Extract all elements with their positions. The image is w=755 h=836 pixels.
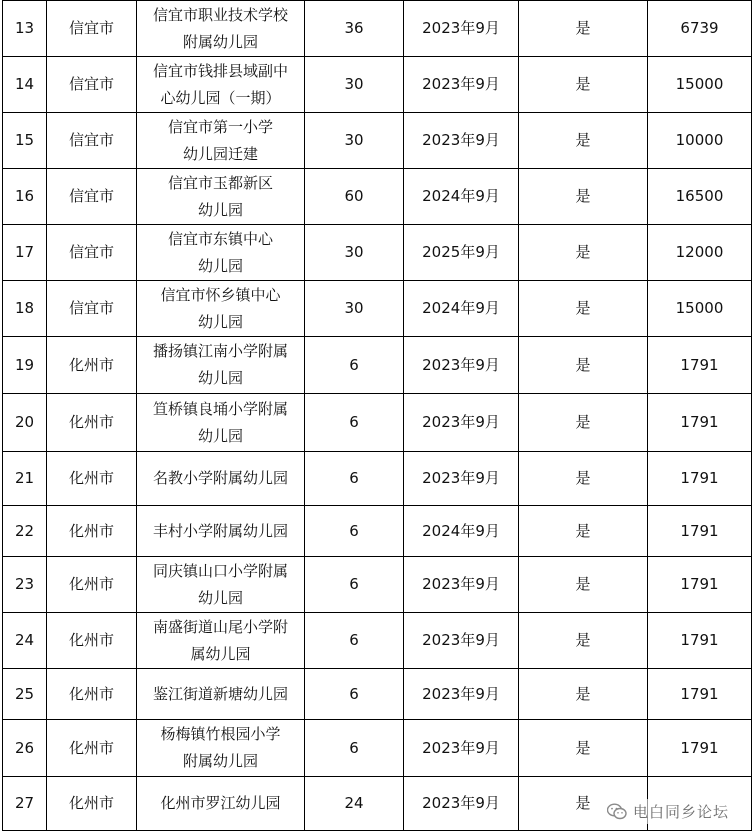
completion-date: 2023年9月	[404, 613, 519, 669]
class-count: 6	[305, 669, 404, 720]
kindergarten-name: 信宜市东镇中心 幼儿园	[137, 225, 305, 281]
status-cell: 是	[519, 452, 648, 506]
row-number: 14	[3, 57, 47, 113]
kindergarten-name: 名教小学附属幼儿园	[137, 452, 305, 506]
status-cell: 是	[519, 1, 648, 57]
row-number: 19	[3, 337, 47, 394]
completion-date: 2023年9月	[404, 557, 519, 613]
kindergarten-name: 播扬镇江南小学附属 幼儿园	[137, 337, 305, 394]
status-cell: 是	[519, 777, 648, 831]
completion-date: 2024年9月	[404, 506, 519, 557]
watermark-text: 电白同乡论坛	[632, 803, 729, 821]
table-row	[3, 1, 752, 57]
completion-date: 2023年9月	[404, 720, 519, 777]
completion-date: 2024年9月	[404, 169, 519, 225]
kindergarten-name: 鉴江街道新塘幼儿园	[137, 669, 305, 720]
completion-date: 2024年9月	[404, 281, 519, 337]
class-count: 6	[305, 452, 404, 506]
table-row	[3, 57, 752, 113]
amount-cell: 1791	[648, 720, 752, 777]
completion-date: 2023年9月	[404, 394, 519, 452]
kindergarten-name: 信宜市玉都新区 幼儿园	[137, 169, 305, 225]
completion-date: 2023年9月	[404, 337, 519, 394]
status-cell: 是	[519, 57, 648, 113]
completion-date: 2023年9月	[404, 777, 519, 831]
class-count: 6	[305, 557, 404, 613]
kindergarten-name: 笪桥镇良埇小学附属 幼儿园	[137, 394, 305, 452]
watermark	[603, 799, 733, 824]
completion-date: 2023年9月	[404, 113, 519, 169]
city-cell: 化州市	[47, 337, 137, 394]
kindergarten-name: 信宜市第一小学 幼儿园迁建	[137, 113, 305, 169]
row-number: 18	[3, 281, 47, 337]
row-number: 26	[3, 720, 47, 777]
kindergarten-name: 化州市罗江幼儿园	[137, 777, 305, 831]
kindergarten-name: 丰村小学附属幼儿园	[137, 506, 305, 557]
class-count: 30	[305, 281, 404, 337]
row-number: 16	[3, 169, 47, 225]
row-number: 21	[3, 452, 47, 506]
amount-cell: 12000	[648, 225, 752, 281]
city-cell: 化州市	[47, 557, 137, 613]
row-number: 22	[3, 506, 47, 557]
status-cell: 是	[519, 281, 648, 337]
city-cell: 化州市	[47, 669, 137, 720]
kindergarten-name: 信宜市怀乡镇中心 幼儿园	[137, 281, 305, 337]
class-count: 24	[305, 777, 404, 831]
kindergarten-table	[2, 0, 752, 831]
status-cell: 是	[519, 169, 648, 225]
city-cell: 信宜市	[47, 169, 137, 225]
status-cell: 是	[519, 557, 648, 613]
completion-date: 2025年9月	[404, 225, 519, 281]
amount-cell: 1791	[648, 669, 752, 720]
row-number: 23	[3, 557, 47, 613]
amount-cell: 16500	[648, 169, 752, 225]
city-cell: 化州市	[47, 394, 137, 452]
row-number: 27	[3, 777, 47, 831]
class-count: 6	[305, 337, 404, 394]
city-cell: 信宜市	[47, 113, 137, 169]
completion-date: 2023年9月	[404, 669, 519, 720]
city-cell: 化州市	[47, 506, 137, 557]
row-number: 17	[3, 225, 47, 281]
table-row	[3, 613, 752, 669]
table-row	[3, 169, 752, 225]
table-row	[3, 394, 752, 452]
amount-cell: 1791	[648, 613, 752, 669]
wechat-icon	[607, 803, 627, 820]
city-cell: 化州市	[47, 613, 137, 669]
amount-cell: 15000	[648, 57, 752, 113]
amount-cell: 1791	[648, 452, 752, 506]
amount-cell: 1791	[648, 394, 752, 452]
kindergarten-name: 信宜市职业技术学校 附属幼儿园	[137, 1, 305, 57]
completion-date: 2023年9月	[404, 1, 519, 57]
class-count: 30	[305, 113, 404, 169]
table-row	[3, 669, 752, 720]
row-number: 13	[3, 1, 47, 57]
row-number: 20	[3, 394, 47, 452]
row-number: 15	[3, 113, 47, 169]
city-cell: 化州市	[47, 777, 137, 831]
table-row	[3, 720, 752, 777]
class-count: 60	[305, 169, 404, 225]
status-cell: 是	[519, 720, 648, 777]
amount-cell: 15000	[648, 281, 752, 337]
status-cell: 是	[519, 506, 648, 557]
completion-date: 2023年9月	[404, 452, 519, 506]
table-row	[3, 281, 752, 337]
class-count: 6	[305, 506, 404, 557]
class-count: 36	[305, 1, 404, 57]
amount-cell: 1791	[648, 337, 752, 394]
amount-cell: 1791	[648, 557, 752, 613]
status-cell: 是	[519, 613, 648, 669]
table-row	[3, 113, 752, 169]
amount-cell: 1791	[648, 506, 752, 557]
completion-date: 2023年9月	[404, 57, 519, 113]
row-number: 25	[3, 669, 47, 720]
kindergarten-name: 信宜市钱排县域副中 心幼儿园（一期）	[137, 57, 305, 113]
kindergarten-name: 南盛街道山尾小学附 属幼儿园	[137, 613, 305, 669]
table-row	[3, 452, 752, 506]
city-cell: 化州市	[47, 720, 137, 777]
status-cell: 是	[519, 225, 648, 281]
amount-cell: 10000	[648, 113, 752, 169]
kindergarten-name: 同庆镇山口小学附属 幼儿园	[137, 557, 305, 613]
class-count: 6	[305, 394, 404, 452]
table-row	[3, 337, 752, 394]
table-row	[3, 557, 752, 613]
status-cell: 是	[519, 113, 648, 169]
status-cell: 是	[519, 669, 648, 720]
class-count: 30	[305, 225, 404, 281]
amount-cell: 6739	[648, 1, 752, 57]
kindergarten-name: 杨梅镇竹根园小学 附属幼儿园	[137, 720, 305, 777]
city-cell: 信宜市	[47, 57, 137, 113]
table-row	[3, 225, 752, 281]
class-count: 30	[305, 57, 404, 113]
row-number: 24	[3, 613, 47, 669]
city-cell: 信宜市	[47, 1, 137, 57]
city-cell: 化州市	[47, 452, 137, 506]
table-row	[3, 506, 752, 557]
table-body	[3, 1, 752, 831]
city-cell: 信宜市	[47, 225, 137, 281]
status-cell: 是	[519, 337, 648, 394]
class-count: 6	[305, 720, 404, 777]
status-cell: 是	[519, 394, 648, 452]
city-cell: 信宜市	[47, 281, 137, 337]
class-count: 6	[305, 613, 404, 669]
